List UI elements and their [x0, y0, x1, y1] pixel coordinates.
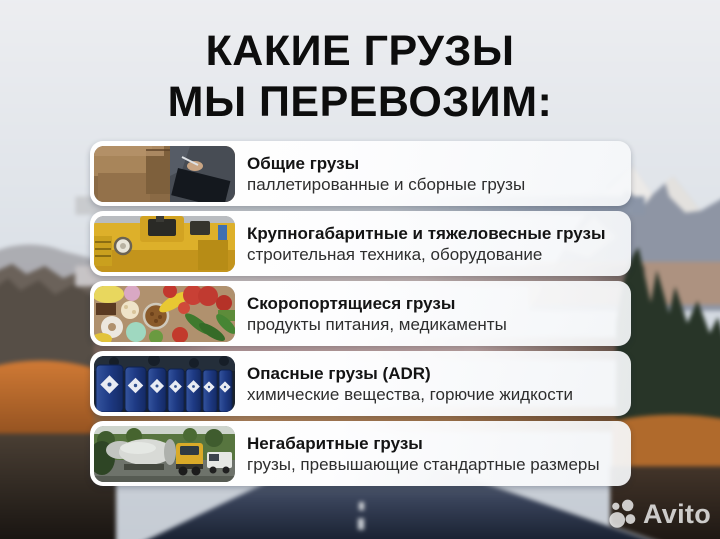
card-title: Крупногабаритные и тяжеловесные грузы: [247, 224, 606, 243]
yellow-heavy-machinery-photo: [94, 216, 235, 272]
card-title: Общие грузы: [247, 154, 360, 173]
blue-chemical-canisters-photo: [94, 356, 235, 412]
avito-brand-text: Avito: [643, 499, 711, 529]
avito-watermark: [609, 499, 711, 530]
oversized-tank-truck-photo: [94, 426, 235, 482]
card-subtitle: грузы, превышающие стандартные размеры: [247, 455, 600, 474]
general-cargo-clipboard-photo: [94, 146, 235, 202]
card-title: Негабаритные грузы: [247, 434, 423, 453]
card-subtitle: паллетированные и сборные грузы: [247, 175, 526, 194]
card-texts: [247, 432, 600, 475]
page-title-line1: КАКИЕ ГРУЗЫ: [205, 27, 515, 75]
card-texts: [247, 362, 573, 405]
road-center-dash: [358, 518, 364, 529]
card-subtitle: продукты питания, медикаменты: [247, 315, 507, 334]
road-center-dash: [359, 502, 364, 510]
page-title-line2: МЫ ПЕРЕВОЗИМ:: [167, 78, 553, 126]
cargo-list: [90, 141, 631, 491]
card-subtitle: строительная техника, оборудование: [247, 245, 543, 264]
card-subtitle: химические вещества, горючие жидкости: [247, 385, 573, 404]
card-texts: [247, 152, 525, 195]
card-title: Опасные грузы (ADR): [247, 364, 431, 383]
page-title: [0, 26, 720, 128]
card-title: Скоропортящиеся грузы: [247, 294, 456, 313]
cargo-card-dangerous: [90, 351, 631, 416]
cargo-card-oversized: [90, 421, 631, 486]
cargo-card-perishable: [90, 281, 631, 346]
card-texts: [247, 292, 507, 335]
avito-logo-icon: [609, 499, 640, 530]
perishable-food-photo: [94, 286, 235, 342]
cargo-card-general: [90, 141, 631, 206]
card-texts: [247, 222, 606, 265]
cargo-card-heavy: [90, 211, 631, 276]
